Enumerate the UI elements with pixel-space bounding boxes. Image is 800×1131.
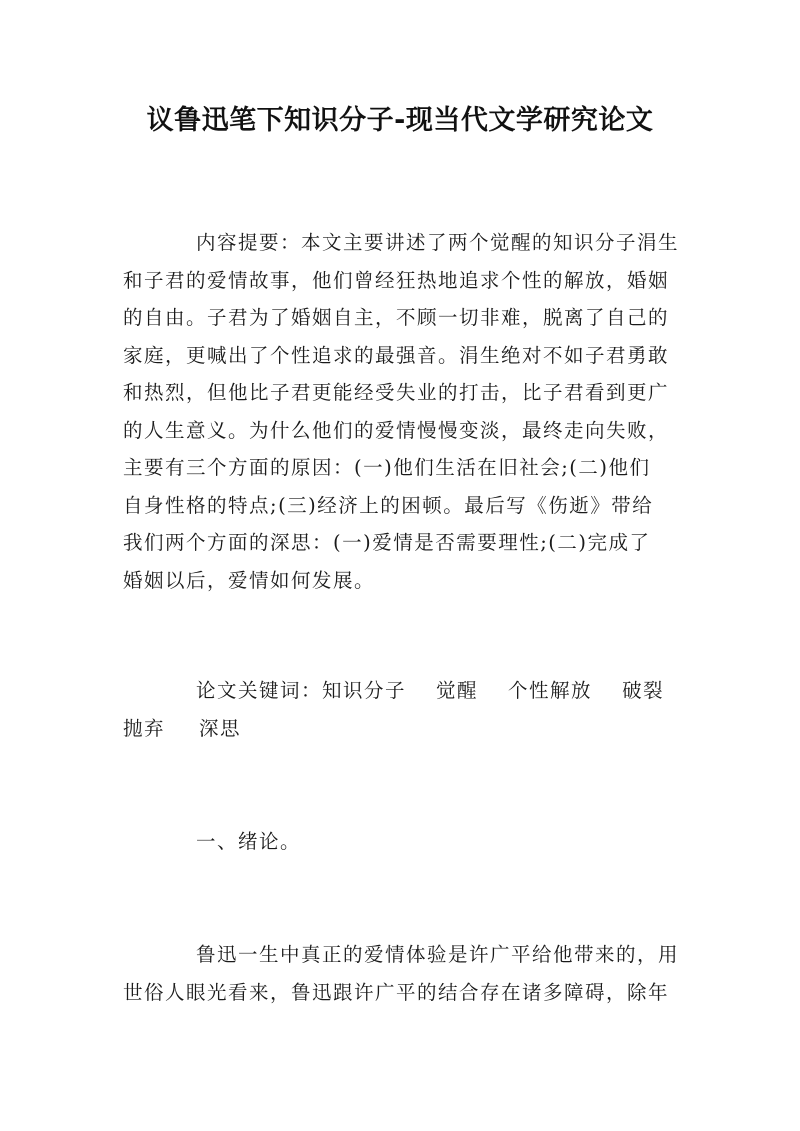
- keywords-label: 论文关键词：: [196, 679, 323, 702]
- keyword-item: 知识分子: [322, 679, 407, 702]
- abstract-line: 我们两个方面的深思：(一)爱情是否需要理性;(二)完成了: [123, 531, 651, 554]
- abstract-line: 自身性格的特点;(三)经济上的困顿。最后写《伤逝》带给: [123, 493, 654, 517]
- paragraph-line: 鲁迅一生中真正的爱情体验是许广平给他带来的，用: [196, 943, 680, 966]
- keywords-line: [123, 710, 680, 748]
- keyword-item: 抛弃: [123, 716, 166, 740]
- keyword-item: 破裂: [622, 679, 665, 702]
- paragraph-line: 世俗人眼光看来，鲁迅跟许广平的结合存在诸多障碍，除年: [123, 980, 670, 1004]
- body-paragraph: [123, 936, 680, 1011]
- document-title: 议鲁迅笔下知识分子-现当代文学研究论文: [146, 105, 654, 136]
- abstract-line: 和子君的爱情故事，他们曾经狂热地追求个性的解放，婚姻: [123, 268, 670, 292]
- section-heading: [123, 823, 680, 861]
- abstract-line: 和热烈，但他比子君更能经受失业的打击，比子君看到更广: [123, 381, 670, 404]
- abstract-line: 婚姻以后，爱情如何发展。: [123, 568, 376, 592]
- abstract-paragraph: [123, 224, 680, 599]
- abstract-line: 家庭，更喊出了个性追求的最强音。涓生绝对不如子君勇敢: [123, 343, 670, 367]
- keywords-line: [123, 672, 680, 710]
- abstract-line: 内容提要：本文主要讲述了两个觉醒的知识分子涓生: [196, 231, 680, 254]
- abstract-line: 的人生意义。为什么他们的爱情慢慢变淡，最终走向失败，: [123, 418, 670, 442]
- abstract-line: 的自由。子君为了婚姻自主，不顾一切非难，脱离了自己的: [123, 306, 670, 329]
- abstract-line: 主要有三个方面的原因：(一)他们生活在旧社会;(二)他们: [123, 456, 651, 479]
- section-heading-text: 一、绪论。: [196, 830, 302, 853]
- keywords-paragraph: [123, 672, 680, 747]
- keyword-item: 深思: [199, 716, 242, 740]
- keyword-item: 觉醒: [436, 679, 479, 702]
- keyword-item: 个性解放: [508, 679, 593, 702]
